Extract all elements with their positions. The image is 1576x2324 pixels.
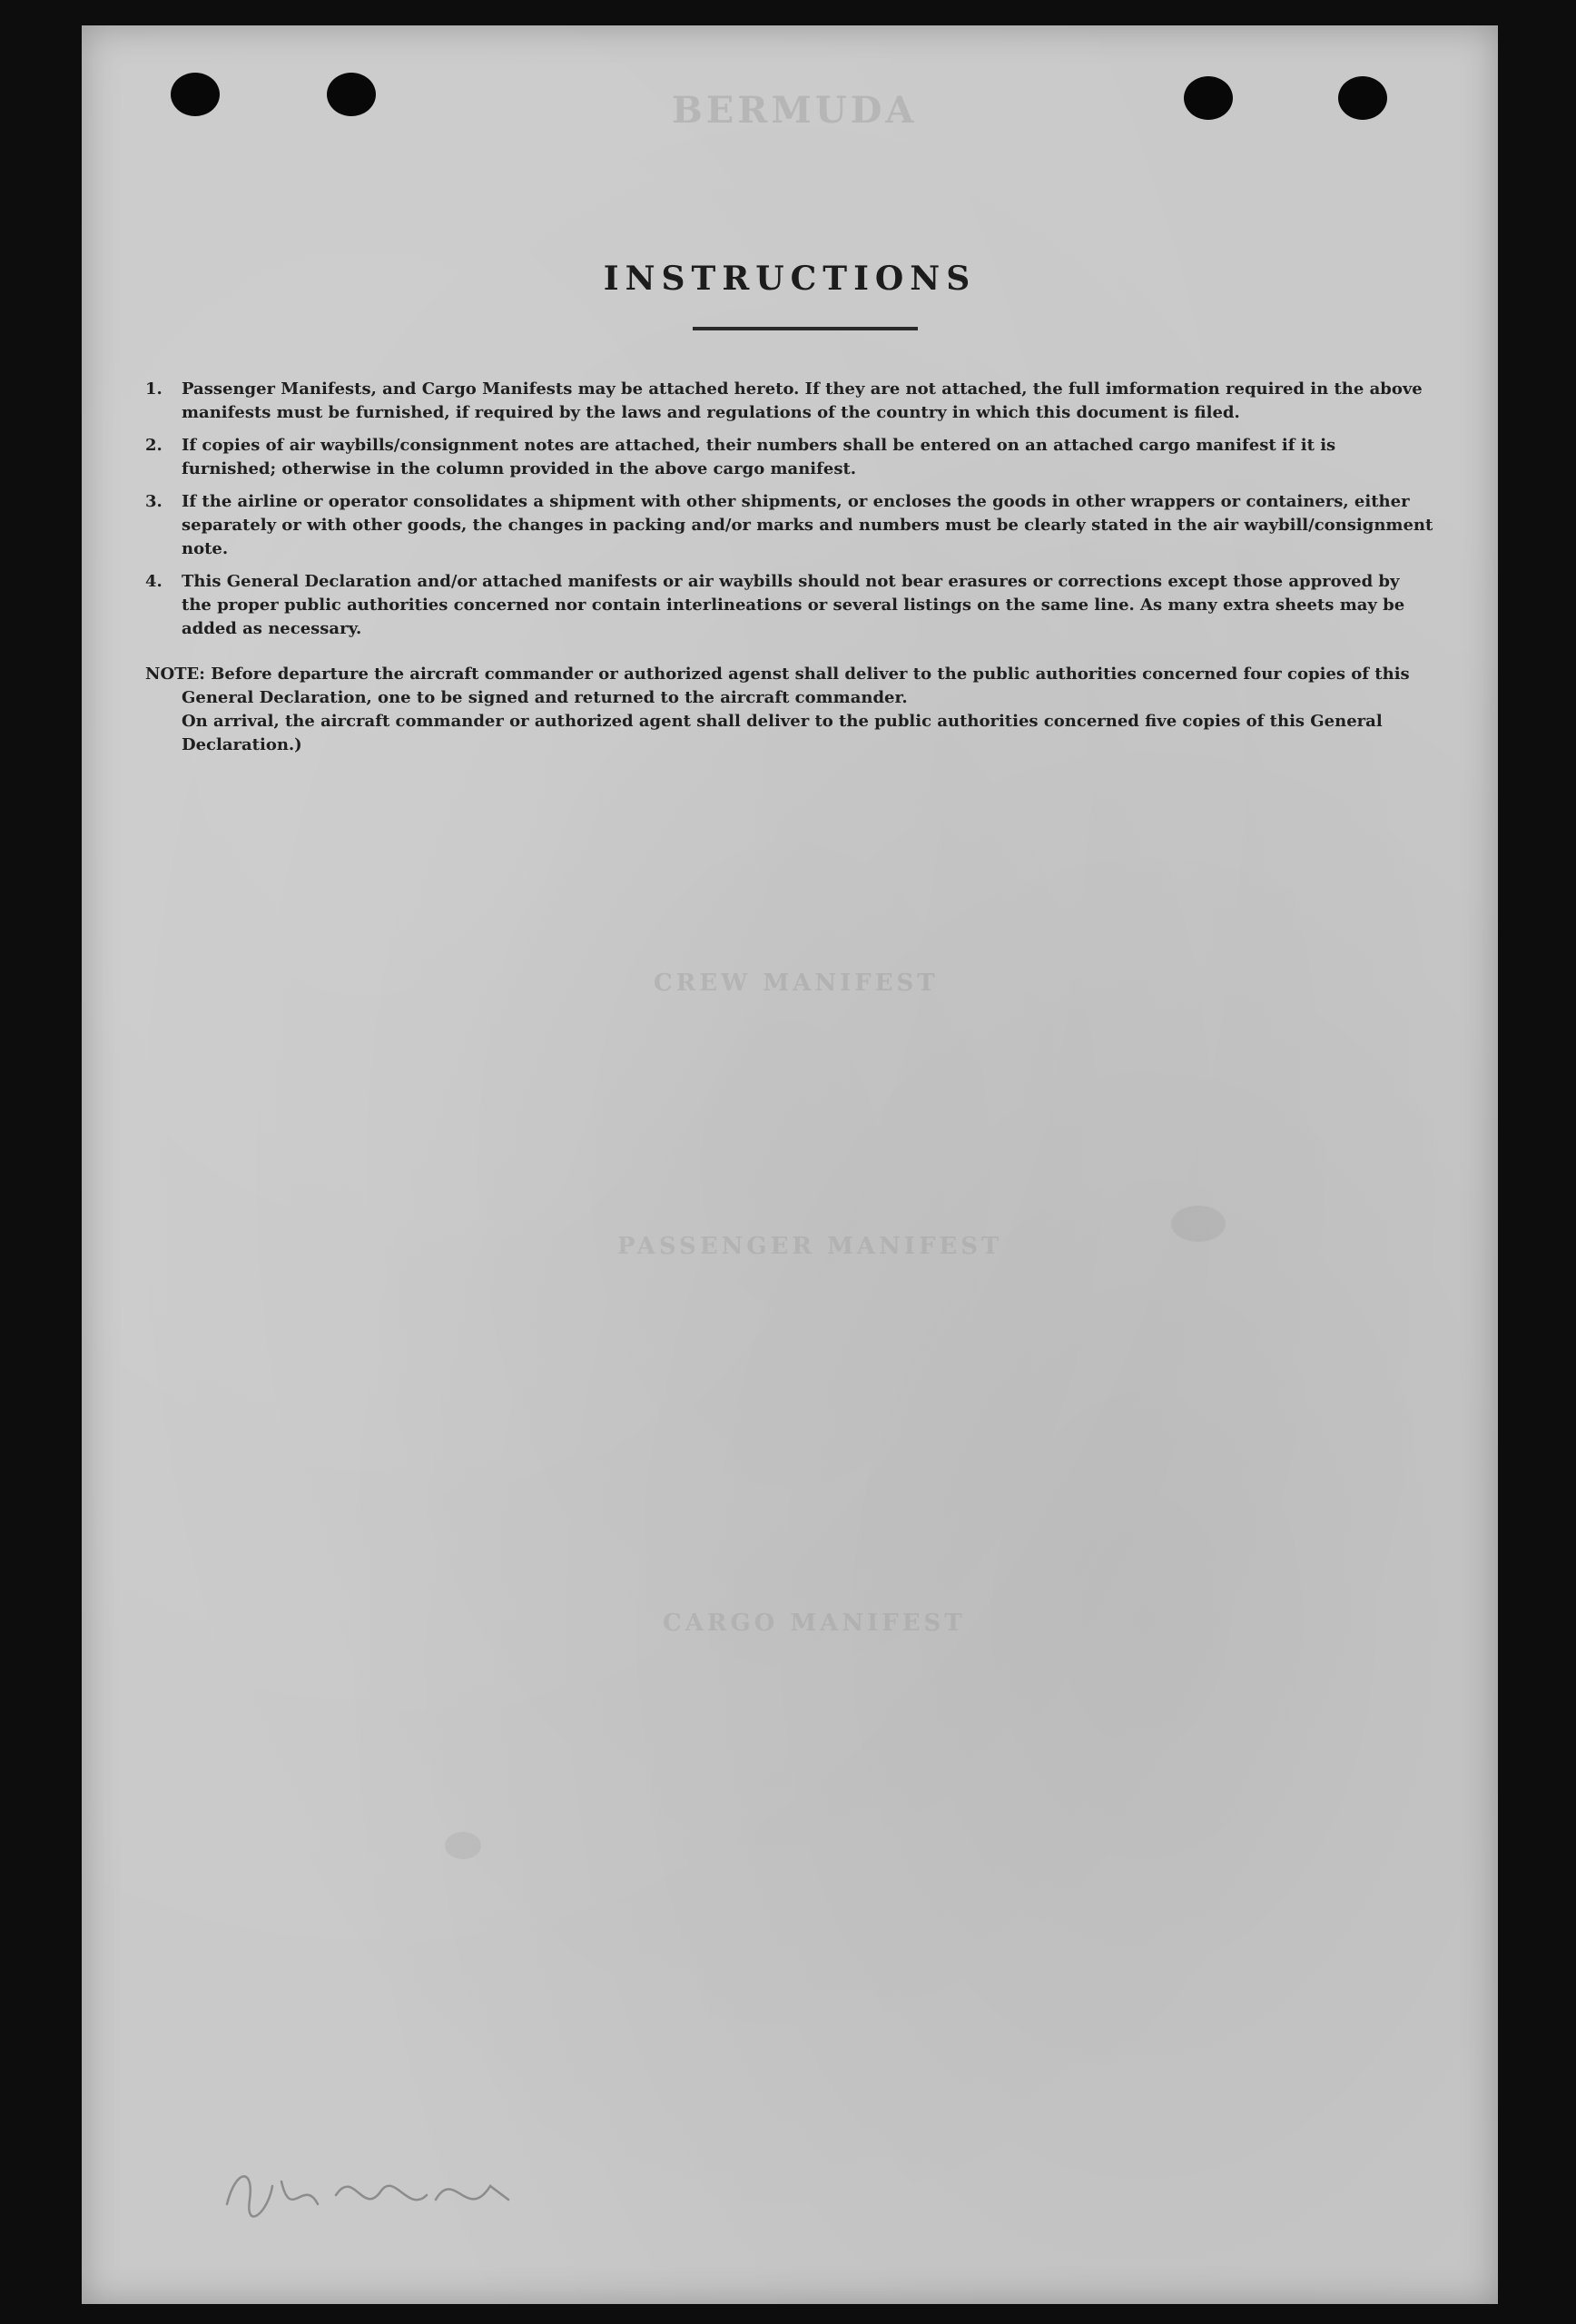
- page-title: INSTRUCTIONS: [603, 260, 977, 298]
- bleed-through-header: BERMUDA: [672, 89, 918, 132]
- instruction-text: Passenger Manifests, and Cargo Manifests may be attached hereto. If they are not attached, the full imformation required in the above manifests must be furnished, if required by the laws and regulations of the country in which this document is filed.: [182, 379, 1423, 422]
- instruction-text: This General Declaration and/or attached manifests or air waybills should not bear erasures or corrections except those approved by the proper public authorities concerned nor contain interlineations or several listings on the same line. As many extra sheets may be added as necessary.: [182, 572, 1405, 638]
- punch-hole: [1184, 76, 1233, 120]
- stain: [1171, 1206, 1226, 1242]
- instruction-number: 1.: [145, 379, 163, 399]
- instructions-list: [145, 378, 1434, 650]
- instruction-item: [145, 570, 1434, 641]
- bleed-through-passenger-manifest: PASSENGER MANIFEST: [617, 1233, 1003, 1260]
- instruction-number: 2.: [145, 436, 163, 455]
- bleed-through-cargo-manifest: CARGO MANIFEST: [663, 1610, 966, 1637]
- bleed-through-crew-manifest: CREW MANIFEST: [654, 970, 939, 997]
- document-page: [82, 25, 1498, 2304]
- instruction-item: [145, 378, 1434, 425]
- note-departure-text: Before departure the aircraft commander or authorized agenst shall deliver to the public authorities concerned four copies of this General Declaration, one to be signed and returned to the aircraft commander.: [182, 665, 1410, 707]
- punch-hole: [327, 73, 376, 116]
- instruction-item: [145, 434, 1434, 481]
- instruction-text: If the airline or operator consolidates a shipment with other shipments, or encloses the goods in other wrappers or containers, either separately or with other goods, the changes in packing and/or marks and numbers must be clearly stated in the air waybill/consignment note.: [182, 492, 1433, 558]
- instruction-number: 4.: [145, 572, 163, 591]
- note-label: NOTE:: [145, 665, 205, 684]
- stain: [445, 1832, 481, 1859]
- instruction-text: If copies of air waybills/consignment notes are attached, their numbers shall be entered on an attached cargo manifest if it is furnished; otherwise in the column provided in the above cargo manifest.: [182, 436, 1336, 478]
- instruction-item: [145, 490, 1434, 561]
- instruction-number: 3.: [145, 492, 163, 511]
- punch-hole: [171, 73, 220, 116]
- note-departure: [145, 663, 1434, 710]
- punch-hole: [1338, 76, 1387, 120]
- note-block: [145, 663, 1434, 757]
- note-arrival: On arrival, the aircraft commander or authorized agent shall deliver to the public authorities concerned five copies of this General Declaration.): [182, 712, 1383, 754]
- title-underline: [693, 327, 918, 330]
- signature-icon: [218, 2150, 527, 2231]
